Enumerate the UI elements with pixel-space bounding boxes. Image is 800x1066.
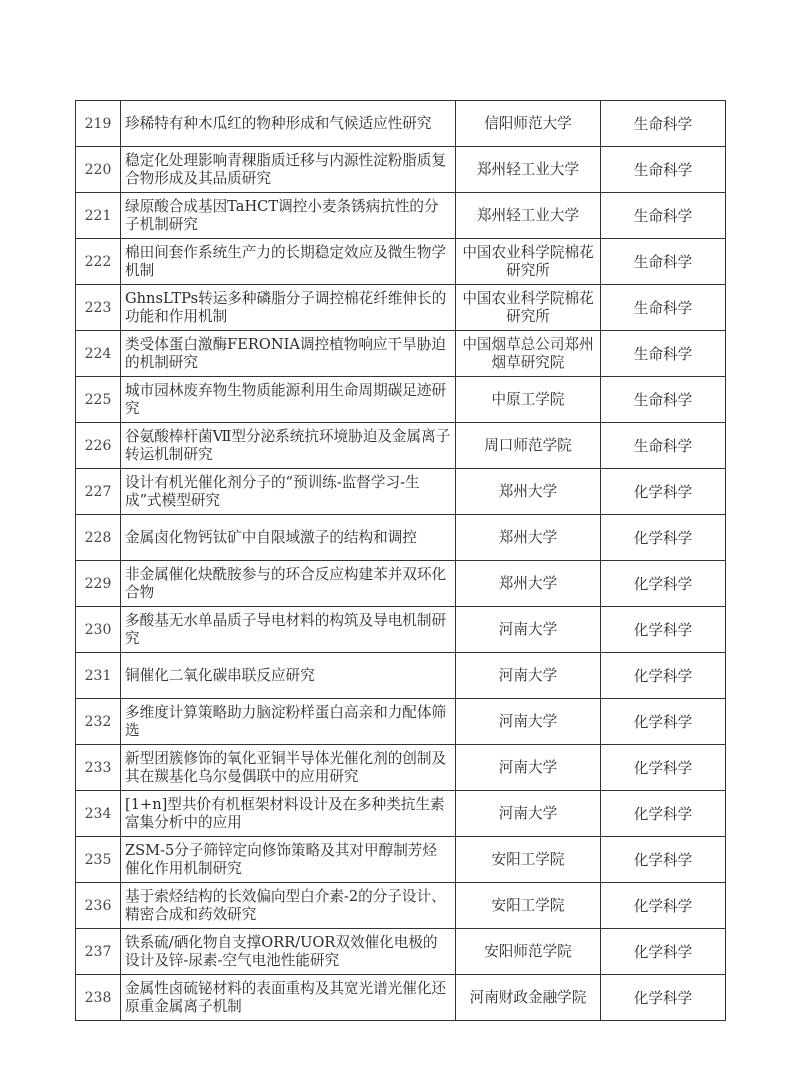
institution-cell: 郑州大学 — [456, 469, 601, 515]
institution-cell: 安阳工学院 — [456, 883, 601, 929]
research-field-cell: 化学科学 — [601, 883, 726, 929]
project-title-cell: [1+n]型共价有机框架材料设计及在多种类抗生素富集分析中的应用 — [121, 791, 456, 837]
table-row — [76, 515, 726, 561]
research-field-cell: 化学科学 — [601, 837, 726, 883]
table-row — [76, 193, 726, 239]
table-row — [76, 975, 726, 1021]
research-field-cell: 化学科学 — [601, 653, 726, 699]
row-number-cell: 233 — [76, 745, 121, 791]
row-number-cell: 224 — [76, 331, 121, 377]
row-number-cell: 229 — [76, 561, 121, 607]
row-number-cell: 235 — [76, 837, 121, 883]
research-field-cell: 生命科学 — [601, 423, 726, 469]
table-row — [76, 377, 726, 423]
institution-cell: 周口师范学院 — [456, 423, 601, 469]
row-number-cell: 231 — [76, 653, 121, 699]
project-title-cell: 城市园林废弃物生物质能源利用生命周期碳足迹研究 — [121, 377, 456, 423]
table-row — [76, 607, 726, 653]
row-number-cell: 228 — [76, 515, 121, 561]
table-row — [76, 745, 726, 791]
table-row — [76, 653, 726, 699]
table-row — [76, 331, 726, 377]
institution-cell: 安阳工学院 — [456, 837, 601, 883]
institution-cell: 中国烟草总公司郑州烟草研究院 — [456, 331, 601, 377]
row-number-cell: 221 — [76, 193, 121, 239]
row-number-cell: 223 — [76, 285, 121, 331]
project-title-cell: 金属性卤硫铋材料的表面重构及其宽光谱光催化还原重金属离子机制 — [121, 975, 456, 1021]
institution-cell: 中原工学院 — [456, 377, 601, 423]
row-number-cell: 237 — [76, 929, 121, 975]
institution-cell: 河南大学 — [456, 699, 601, 745]
table-row — [76, 101, 726, 147]
research-field-cell: 化学科学 — [601, 561, 726, 607]
row-number-cell: 226 — [76, 423, 121, 469]
research-field-cell: 生命科学 — [601, 285, 726, 331]
research-field-cell: 生命科学 — [601, 377, 726, 423]
research-field-cell: 化学科学 — [601, 745, 726, 791]
project-table — [75, 100, 726, 1021]
project-title-cell: 基于索烃结构的长效偏向型白介素-2的分子设计、精密合成和药效研究 — [121, 883, 456, 929]
institution-cell: 郑州轻工业大学 — [456, 193, 601, 239]
table-row — [76, 561, 726, 607]
institution-cell: 河南大学 — [456, 791, 601, 837]
project-table-body — [76, 101, 726, 1021]
row-number-cell: 220 — [76, 147, 121, 193]
project-title-cell: 铜催化二氧化碳串联反应研究 — [121, 653, 456, 699]
research-field-cell: 化学科学 — [601, 929, 726, 975]
project-title-cell: 稳定化处理影响青稞脂质迁移与内源性淀粉脂质复合物形成及其品质研究 — [121, 147, 456, 193]
project-title-cell: 金属卤化物钙钛矿中自限域激子的结构和调控 — [121, 515, 456, 561]
institution-cell: 河南大学 — [456, 745, 601, 791]
row-number-cell: 238 — [76, 975, 121, 1021]
research-field-cell: 生命科学 — [601, 101, 726, 147]
institution-cell: 安阳师范学院 — [456, 929, 601, 975]
row-number-cell: 222 — [76, 239, 121, 285]
table-row — [76, 791, 726, 837]
project-title-cell: 绿原酸合成基因TaHCT调控小麦条锈病抗性的分子机制研究 — [121, 193, 456, 239]
table-row — [76, 469, 726, 515]
row-number-cell: 227 — [76, 469, 121, 515]
project-title-cell: 珍稀特有种木瓜红的物种形成和气候适应性研究 — [121, 101, 456, 147]
project-title-cell: 谷氨酸棒杆菌Ⅶ型分泌系统抗环境胁迫及金属离子转运机制研究 — [121, 423, 456, 469]
project-title-cell: 非金属催化炔酰胺参与的环合反应构建苯并双环化合物 — [121, 561, 456, 607]
row-number-cell: 234 — [76, 791, 121, 837]
research-field-cell: 生命科学 — [601, 193, 726, 239]
row-number-cell: 225 — [76, 377, 121, 423]
table-row — [76, 883, 726, 929]
research-field-cell: 化学科学 — [601, 791, 726, 837]
project-title-cell: 棉田间套作系统生产力的长期稳定效应及微生物学机制 — [121, 239, 456, 285]
institution-cell: 中国农业科学院棉花研究所 — [456, 285, 601, 331]
row-number-cell: 232 — [76, 699, 121, 745]
project-title-cell: ZSM-5分子筛锌定向修饰策略及其对甲醇制芳烃催化作用机制研究 — [121, 837, 456, 883]
institution-cell: 河南财政金融学院 — [456, 975, 601, 1021]
project-title-cell: 多维度计算策略助力脑淀粉样蛋白高亲和力配体筛选 — [121, 699, 456, 745]
project-title-cell: 设计有机光催化剂分子的“预训练-监督学习-生成”式模型研究 — [121, 469, 456, 515]
research-field-cell: 化学科学 — [601, 975, 726, 1021]
project-title-cell: GhnsLTPs转运多种磷脂分子调控棉花纤维伸长的功能和作用机制 — [121, 285, 456, 331]
table-row — [76, 423, 726, 469]
institution-cell: 信阳师范大学 — [456, 101, 601, 147]
table-row — [76, 837, 726, 883]
row-number-cell: 219 — [76, 101, 121, 147]
project-title-cell: 多酸基无水单晶质子导电材料的构筑及导电机制研究 — [121, 607, 456, 653]
table-row — [76, 147, 726, 193]
table-row — [76, 929, 726, 975]
institution-cell: 郑州轻工业大学 — [456, 147, 601, 193]
table-row — [76, 699, 726, 745]
institution-cell: 中国农业科学院棉花研究所 — [456, 239, 601, 285]
project-title-cell: 铁系硫/硒化物自支撑ORR/UOR双效催化电极的设计及锌-尿素-空气电池性能研究 — [121, 929, 456, 975]
row-number-cell: 236 — [76, 883, 121, 929]
institution-cell: 郑州大学 — [456, 515, 601, 561]
research-field-cell: 生命科学 — [601, 147, 726, 193]
research-field-cell: 化学科学 — [601, 699, 726, 745]
research-field-cell: 化学科学 — [601, 469, 726, 515]
research-field-cell: 生命科学 — [601, 239, 726, 285]
research-field-cell: 生命科学 — [601, 331, 726, 377]
project-title-cell: 类受体蛋白激酶FERONIA调控植物响应干旱胁迫的机制研究 — [121, 331, 456, 377]
row-number-cell: 230 — [76, 607, 121, 653]
institution-cell: 河南大学 — [456, 607, 601, 653]
research-field-cell: 化学科学 — [601, 607, 726, 653]
institution-cell: 郑州大学 — [456, 561, 601, 607]
table-row — [76, 285, 726, 331]
institution-cell: 河南大学 — [456, 653, 601, 699]
table-row — [76, 239, 726, 285]
research-field-cell: 化学科学 — [601, 515, 726, 561]
project-title-cell: 新型团簇修饰的氧化亚铜半导体光催化剂的创制及其在羰基化乌尔曼偶联中的应用研究 — [121, 745, 456, 791]
